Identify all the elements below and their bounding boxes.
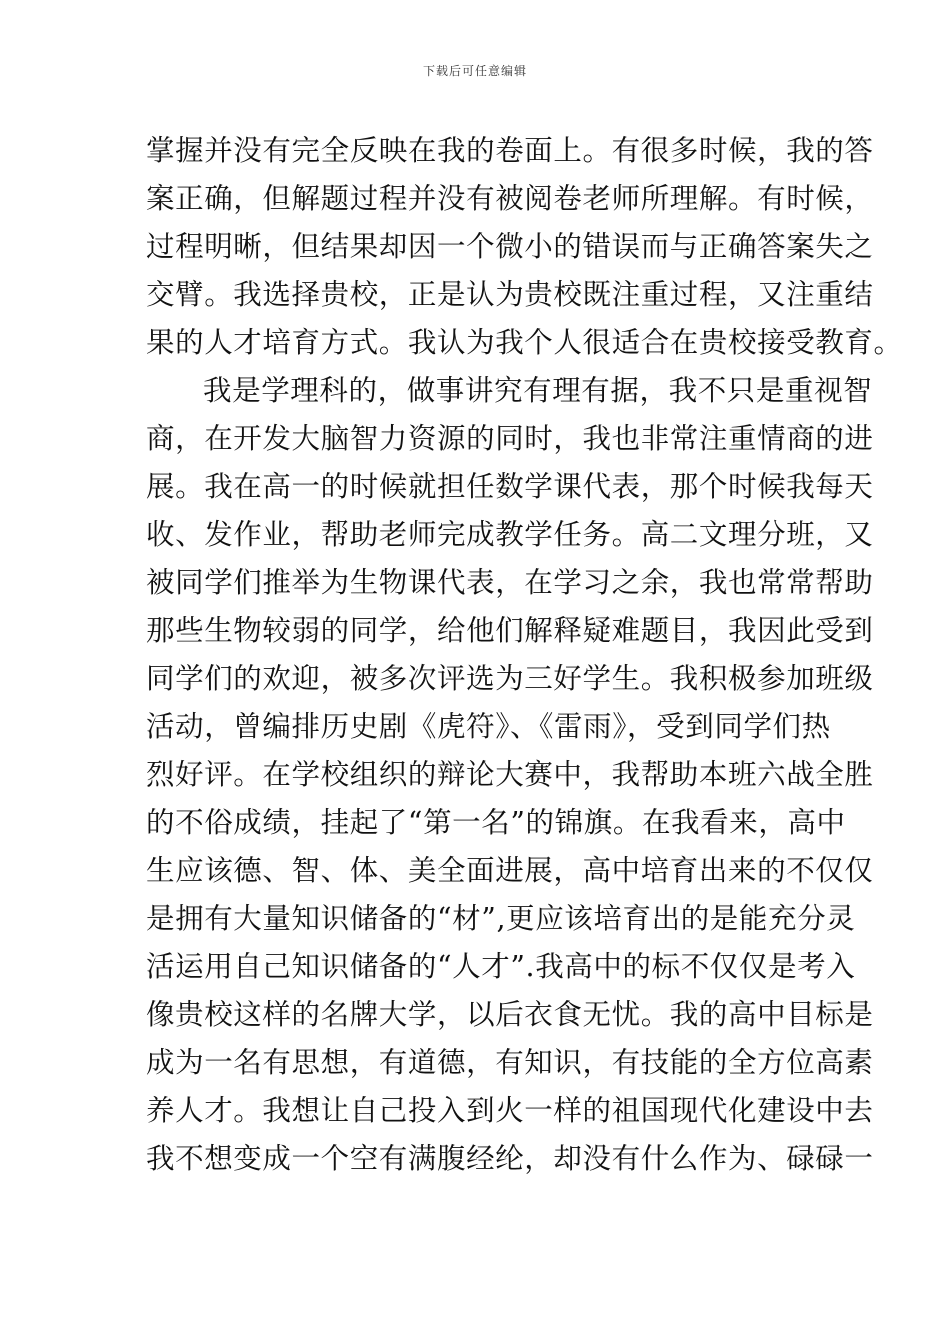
text-line: 交臂。我选择贵校，正是认为贵校既注重过程，又注重结 xyxy=(146,278,874,311)
text-line: 同学们的欢迎，被多次评选为三好学生。我积极参加班级 xyxy=(146,662,874,695)
text-line: 生应该德、智、体、美全面进展，高中培育出来的不仅仅 xyxy=(146,854,874,887)
text-line: 养人才。我想让自己投入到火一样的祖国现代化建设中去 xyxy=(146,1094,874,1127)
text-line: 成为一名有思想，有道德，有知识，有技能的全方位高素 xyxy=(146,1046,874,1079)
text-line: 商，在开发大脑智力资源的同时，我也非常注重情商的进 xyxy=(146,422,874,455)
text-line: 案正确，但解题过程并没有被阅卷老师所理解。有时候， xyxy=(146,182,874,215)
text-line: 收、发作业，帮助老师完成教学任务。高二文理分班，又 xyxy=(146,518,874,551)
text-line: 的不俗成绩，挂起了“第一名”的锦旗。在我看来，高中 xyxy=(146,806,846,839)
text-line: 展。我在高一的时候就担任数学课代表，那个时候我每天 xyxy=(146,470,874,503)
paragraph-start-line: 我是学理科的，做事讲究有理有据，我不只是重视智 xyxy=(203,374,873,407)
page-header: 下载后可任意编辑 xyxy=(422,64,527,78)
text-line: 像贵校这样的名牌大学，以后衣食无忧。我的高中目标是 xyxy=(146,998,874,1031)
text-line: 过程明晰，但结果却因一个微小的错误而与正确答案失之 xyxy=(146,230,874,263)
text-line: 那些生物较弱的同学，给他们解释疑难题目，我因此受到 xyxy=(146,614,874,647)
text-line: 掌握并没有完全反映在我的卷面上。有很多时候，我的答 xyxy=(146,134,874,167)
text-line: 果的人才培育方式。我认为我个人很适合在贵校接受教育。 xyxy=(146,326,903,359)
text-line: 活动，曾编排历史剧《虎符》、《雷雨》，受到同学们热 xyxy=(146,710,831,743)
text-line: 活运用自己知识储备的“人才”.我高中的标不仅仅是考入 xyxy=(146,950,856,983)
text-line: 烈好评。在学校组织的辩论大赛中，我帮助本班六战全胜 xyxy=(146,758,874,791)
text-line: 是拥有大量知识储备的“材”,更应该培育出的是能充分灵 xyxy=(146,902,856,935)
body-text xyxy=(146,127,903,1183)
text-line: 被同学们推举为生物课代表，在学习之余，我也常常帮助 xyxy=(146,566,874,599)
text-line: 我不想变成一个空有满腹经纶，却没有什么作为、碌碌一 xyxy=(146,1142,874,1175)
